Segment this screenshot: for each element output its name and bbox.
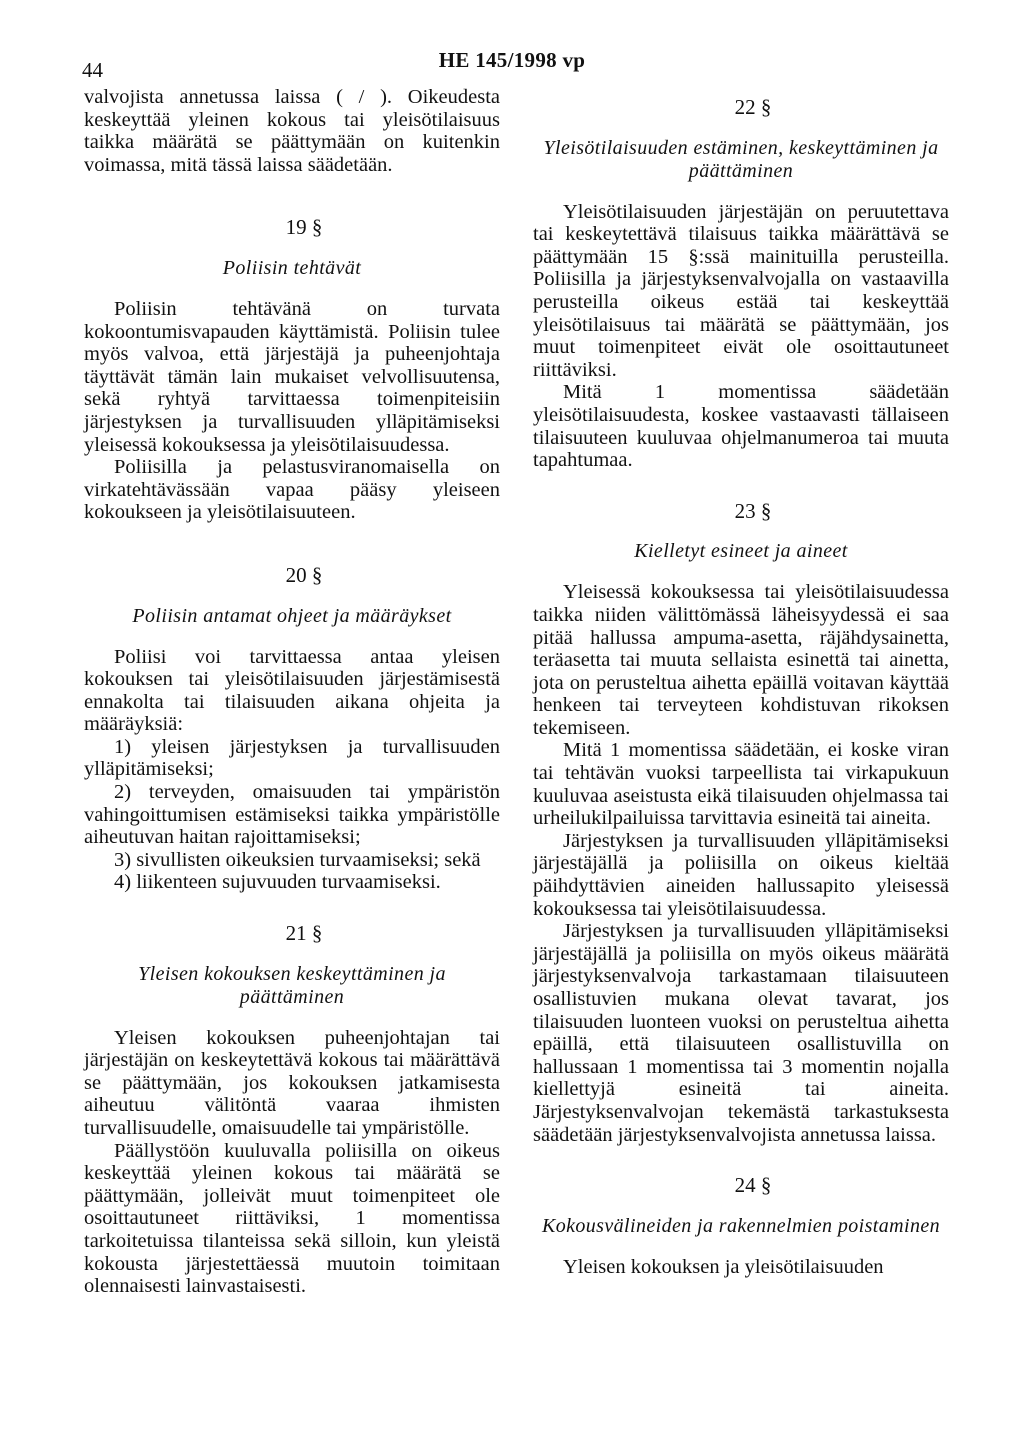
page-number: 44 xyxy=(82,58,103,82)
section-22-number: 22 § xyxy=(734,95,772,119)
section-19-title: Poliisin tehtävät xyxy=(222,256,362,279)
section-23-paragraph-2: Mitä 1 momentissa säädetään, ei koske viran tai tehtävän vuoksi tarpeellista tai virkapukuun kuuluvaa aseistusta eikä tilaisuuden ohjelmassa tai urheilukilpailuissa tarvittavia esineitä tai aineita. xyxy=(533,739,949,830)
continuation-paragraph: valvojista annetussa laissa ( / ). Oikeudesta keskeyttää yleinen kokous tai yleisötilaisuus taikka määrätä se päättymään on kuitenkin voimassa, mitä tässä laissa säädetään. xyxy=(84,86,500,176)
running-title: HE 145/1998 vp xyxy=(438,48,586,72)
section-20-item-1: 1) yleisen järjestyksen ja turvallisuuden ylläpitämiseksi; xyxy=(84,735,500,781)
section-19-number: 19 § xyxy=(285,215,323,240)
left-column xyxy=(84,86,500,1298)
section-23-number: 23 § xyxy=(734,498,772,523)
section-23-paragraph-4: Järjestyksen ja turvallisuuden ylläpitämiseksi järjestäjällä ja poliisilla on myös oikeus määrätä järjestyksenvalvoja tarkastamaan tilaisuuteen osallistuvien mukana olevat tavarat, jos tilaisuuden luonteen vuoksi on perusteltua aihetta epäillä, että tilaisuuteen osallistuvilla on hallussaan 1 momentissa tai 3 momentin nojalla kiellettyjä esineitä tai aineita. Järjestyksenvalvojan tekemästä tarkastuksesta säädetään järjestyksenvalvojista annetussa laissa. xyxy=(533,920,949,1146)
section-21-number: 21 § xyxy=(285,921,323,946)
section-20-intro: Poliisi voi tarvittaessa antaa yleisen kokouksen tai yleisötilaisuuden järjestämisestä ennakolta tai tilaisuuden aikana ohjeita ja määräyksiä: xyxy=(84,645,500,736)
section-20-title: Poliisin antamat ohjeet ja määräykset xyxy=(132,604,452,627)
right-column xyxy=(533,96,949,1278)
section-24-number: 24 § xyxy=(734,1173,772,1198)
section-19-paragraph-1: Poliisin tehtävänä on turvata kokoontumisvapauden käyttämistä. Poliisin tulee myös valvoa, että järjestäjä ja puheenjohtaja täyttävät tämän lain mukaiset velvollisuutensa, sekä ryhtyä tarvittaessa toimenpiteisiin järjestyksen ja turvallisuuden ylläpitämiseksi yleisessä kokouksessa ja yleisötilaisuudessa. xyxy=(84,297,500,456)
section-23-paragraph-1: Yleisessä kokouksessa tai yleisötilaisuudessa taikka niiden välittömässä läheisyydessä ei saa pitää hallussa ampuma-asetta, räjähdysainetta, teräasetta tai muuta sellaista esinettä tai ainetta, jota on perusteltua aihetta epäillä voitavan käyttää henkeen tai terveyteen kohdistuvan rikoksen tekemiseen. xyxy=(533,581,949,739)
section-24-title: Kokousvälineiden ja rakennelmien poistaminen xyxy=(541,1214,941,1237)
section-20-item-3: 3) sivullisten oikeuksien turvaamiseksi; sekä xyxy=(114,848,481,871)
section-22-paragraph-1: Yleisötilaisuuden järjestäjän on peruutettava tai keskeytettävä tilaisuus taikka määrättävä se päättymään 15 §:ssä mainituilla perusteilla. Poliisilla ja järjestyksenvalvojalla on vastaavilla perusteilla oikeus estää tai keskeyttää yleisötilaisuus tai määrätä se päättymään, jos muut toimenpiteet eivät ole osoittautuneet riittäviksi. xyxy=(533,200,949,381)
section-22-paragraph-2: Mitä 1 momentissa säädetään yleisötilaisuudesta, koskee vastaavasti tällaiseen tilaisuuteen kuuluvaa ohjelmanumeroa tai muuta tapahtumaa. xyxy=(533,381,949,472)
section-23-paragraph-3: Järjestyksen ja turvallisuuden ylläpitämiseksi järjestäjällä ja poliisilla on oikeus kieltää päihdyttävien aineiden hallussapito yleisessä kokouksessa tai yleisötilaisuudessa. xyxy=(533,829,949,920)
section-24-paragraph-1: Yleisen kokouksen ja yleisötilaisuuden xyxy=(563,1255,884,1278)
section-20-item-4: 4) liikenteen sujuvuuden turvaamiseksi. xyxy=(114,871,441,894)
section-20-item-2: 2) terveyden, omaisuuden tai ympäristön vahingoittumisen estämiseksi taikka ympäristölle aiheutuvan haitan rajoittamiseksi; xyxy=(84,781,500,849)
section-21-paragraph-1: Yleisen kokouksen puheenjohtajan tai järjestäjän on keskeytettävä kokous tai määrättävä se päättymään, jos kokouksen jatkamisesta aiheutuu välitöntä vaaraa ihmisten turvallisuudelle, omaisuudelle tai ympäristölle. xyxy=(84,1026,500,1139)
section-21-title: Yleisen kokouksen keskeyttäminen ja päättäminen xyxy=(138,962,446,1008)
section-23-title: Kielletyt esineet ja aineet xyxy=(634,540,848,563)
section-20-number: 20 § xyxy=(285,562,323,587)
section-19-paragraph-2: Poliisilla ja pelastusviranomaisella on virkatehtävässään vapaa pääsy yleiseen kokoukseen ja yleisötilaisuuteen. xyxy=(84,456,500,524)
section-22-title: Yleisötilaisuuden estäminen, keskeyttäminen ja päättäminen xyxy=(543,136,939,182)
section-21-paragraph-2: Päällystöön kuuluvalla poliisilla on oikeus keskeyttää yleinen kokous tai määrätä se päättymään, jolleivät muut toimenpiteet ole osoittautuneet riittäviksi, 1 momentissa tarkoitetuissa tilanteissa sekä silloin, kun yleistä kokousta järjestettäessä muutoin toimitaan olennaisesti lainvastaisesti. xyxy=(84,1139,500,1298)
